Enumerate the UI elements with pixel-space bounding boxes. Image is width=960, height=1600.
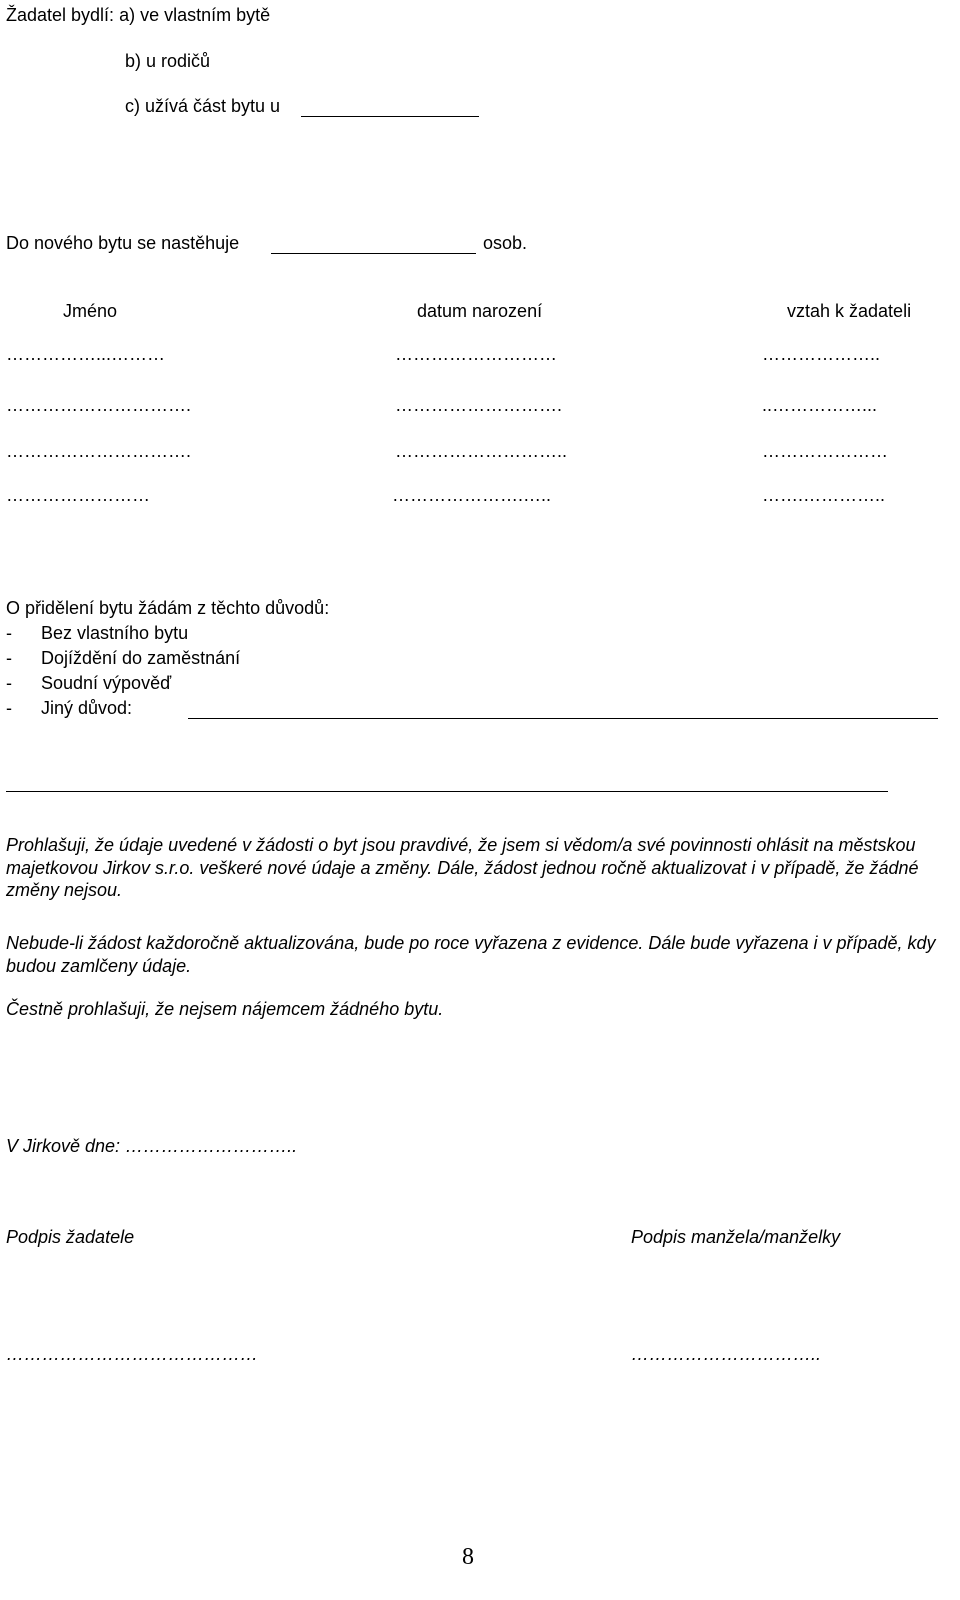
reason-label: Soudní výpověď — [41, 673, 172, 693]
housing-option-c: c) užívá část bytu u — [125, 96, 281, 116]
housing-option-c-blank[interactable] — [301, 116, 479, 117]
reason-item — [6, 697, 132, 719]
row1-relation[interactable]: ……………….. — [762, 344, 881, 364]
reason-item — [6, 622, 188, 644]
spouse-signature-dots[interactable]: ………………………….. — [631, 1344, 822, 1364]
page-number: 8 — [462, 1544, 474, 1570]
list-dash: - — [6, 698, 12, 718]
spouse-signature-label: Podpis manžela/manželky — [631, 1227, 841, 1247]
other-reason-blank-line2[interactable] — [6, 791, 888, 792]
row4-name[interactable]: …………………… — [6, 485, 150, 505]
move-in-count-blank[interactable] — [271, 253, 476, 254]
header-relation: vztah k žadateli — [787, 301, 912, 321]
header-birthdate: datum narození — [417, 301, 543, 321]
reason-item — [6, 647, 240, 669]
place-date-dots[interactable]: ……………………….. — [125, 1136, 298, 1156]
housing-label: Žadatel bydlí: — [6, 5, 115, 25]
row3-name[interactable]: …………………………. — [6, 441, 192, 461]
list-dash: - — [6, 673, 12, 693]
declaration-para2: Nebude-li žádost každoročně aktualizována, bude po roce vyřazena z evidence. Dále bude vyřazena i v případě, kdy budou zamlčeny údaje. — [6, 933, 936, 976]
move-in-prefix: Do nového bytu se nastěhuje — [6, 233, 240, 253]
reason-label: Jiný důvod: — [41, 698, 133, 718]
other-reason-blank[interactable] — [188, 718, 938, 719]
row3-relation[interactable]: ………………… — [762, 441, 888, 461]
row1-birthdate[interactable]: ……………………… — [395, 344, 557, 364]
reason-label: Bez vlastního bytu — [41, 623, 189, 643]
reason-label: Dojíždění do zaměstnání — [41, 648, 241, 668]
place-date-label: V Jirkově dne: — [6, 1136, 121, 1156]
row1-name[interactable]: ……………...……… — [6, 344, 166, 364]
applicant-signature-dots[interactable]: …………………………………… — [6, 1344, 258, 1364]
place-date-line — [6, 1135, 297, 1157]
housing-option-a: a) ve vlastním bytě — [119, 5, 271, 25]
header-name: Jméno — [63, 301, 118, 321]
row3-birthdate[interactable]: ……………………….. — [395, 441, 568, 461]
reason-item — [6, 672, 171, 694]
housing-line-a — [6, 4, 270, 26]
declaration-para3: Čestně prohlašuji, že nejsem nájemcem žádného bytu. — [6, 999, 444, 1019]
move-in-suffix: osob. — [483, 233, 528, 253]
list-dash: - — [6, 648, 12, 668]
row2-relation[interactable]: ..……………... — [762, 395, 878, 415]
row4-birthdate[interactable]: ………………….….. — [392, 485, 552, 505]
applicant-signature-label: Podpis žadatele — [6, 1227, 135, 1247]
declaration-para1: Prohlašuji, že údaje uvedené v žádosti o byt jsou pravdivé, že jsem si vědom/a své povinnosti ohlásit na městskou majetkovou Jirkov s.r.o. veškeré nové údaje a změny. Dále, žádost jednou ročně aktualizovat i v případě, že žádné změny nejsou. — [6, 835, 919, 900]
row4-relation[interactable]: …….………….. — [762, 485, 886, 505]
row2-name[interactable]: …………………………. — [6, 395, 192, 415]
row2-birthdate[interactable]: ………………………. — [395, 395, 563, 415]
reasons-heading: O přidělení bytu žádám z těchto důvodů: — [6, 598, 330, 618]
housing-option-b: b) u rodičů — [125, 51, 211, 71]
list-dash: - — [6, 623, 12, 643]
